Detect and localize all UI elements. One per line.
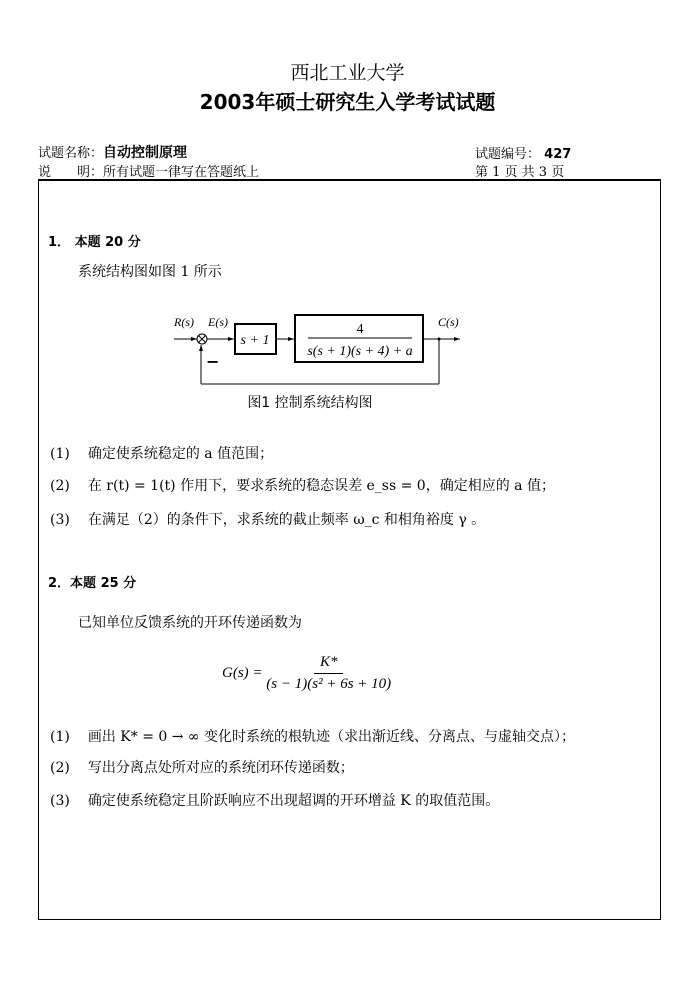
q2-intro: 已知单位反馈系统的开环传递函数为 xyxy=(78,615,302,631)
note-row xyxy=(38,161,259,180)
exam-code: 427 xyxy=(544,147,572,162)
item-text: 确定使系统稳定的 a 值范围； xyxy=(87,446,274,462)
exam-title: 2003年硕士研究生入学考试试题 xyxy=(199,90,496,114)
university-name: 西北工业大学 xyxy=(290,62,405,84)
transfer-function xyxy=(222,654,391,693)
formula-den: (s − 1)(s² + 6s + 10) xyxy=(266,676,392,692)
item-text: 写出分离点处所对应的系统闭环传递函数； xyxy=(87,760,354,776)
q1-heading: 1． 本题 20 分 xyxy=(48,235,141,250)
q1-intro: 系统结构图如图 1 所示 xyxy=(78,264,222,280)
subject-name: 自动控制原理 xyxy=(103,145,188,161)
formula-fraction xyxy=(266,654,391,693)
item-label: (2) xyxy=(50,760,70,776)
item-label: (2) xyxy=(50,478,70,494)
note-text: 所有试题一律写在答题纸上 xyxy=(103,165,260,180)
item-label: (3) xyxy=(50,793,70,809)
block-diagram xyxy=(160,310,480,415)
note-label: 说 明： xyxy=(38,165,104,180)
signal-e: E(s) xyxy=(208,315,228,329)
formula-num: K* xyxy=(314,654,344,674)
item-text: 在 r(t) = 1(t) 作用下，要求系统的稳态误差 e_ss = 0，确定相应的 a 值； xyxy=(87,478,555,494)
figure-caption: 图1 控制系统结构图 xyxy=(247,395,373,411)
subject-label: 试题名称： xyxy=(38,146,104,161)
q1-item xyxy=(50,443,273,463)
item-text: 画出 K* = 0 → ∞ 变化时系统的根轨迹（求出渐近线、分离点、与虚轴交点）； xyxy=(87,729,576,745)
code-label: 试题编号： xyxy=(475,147,541,162)
block-plant-den: s(s + 1)(s + 4) + a xyxy=(307,344,413,359)
q2-heading: 2．本题 25 分 xyxy=(48,576,137,591)
item-label: (1) xyxy=(50,446,70,462)
block-plant-num: 4 xyxy=(356,322,364,337)
formula-lhs: G(s) = xyxy=(222,665,263,681)
q1-item xyxy=(50,475,555,495)
item-label: (1) xyxy=(50,729,70,745)
signal-r: R(s) xyxy=(174,315,194,329)
item-text: 在满足（2）的条件下，求系统的截止频率 ω_c 和相角裕度 γ 。 xyxy=(87,512,486,528)
subject-row xyxy=(38,142,187,162)
signal-c: C(s) xyxy=(438,315,459,329)
q2-item xyxy=(50,790,499,810)
q1-item xyxy=(50,509,485,529)
item-text: 确定使系统稳定且阶跃响应不出现超调的开环增益 K 的取值范围。 xyxy=(87,793,500,809)
page-info: 第 1 页 共 3 页 xyxy=(475,165,565,180)
block-lead: s + 1 xyxy=(240,333,270,348)
item-label: (3) xyxy=(50,512,70,528)
q2-item xyxy=(50,757,354,777)
minus-sign: − xyxy=(206,352,220,371)
code-row xyxy=(475,143,571,162)
q2-item xyxy=(50,726,575,746)
